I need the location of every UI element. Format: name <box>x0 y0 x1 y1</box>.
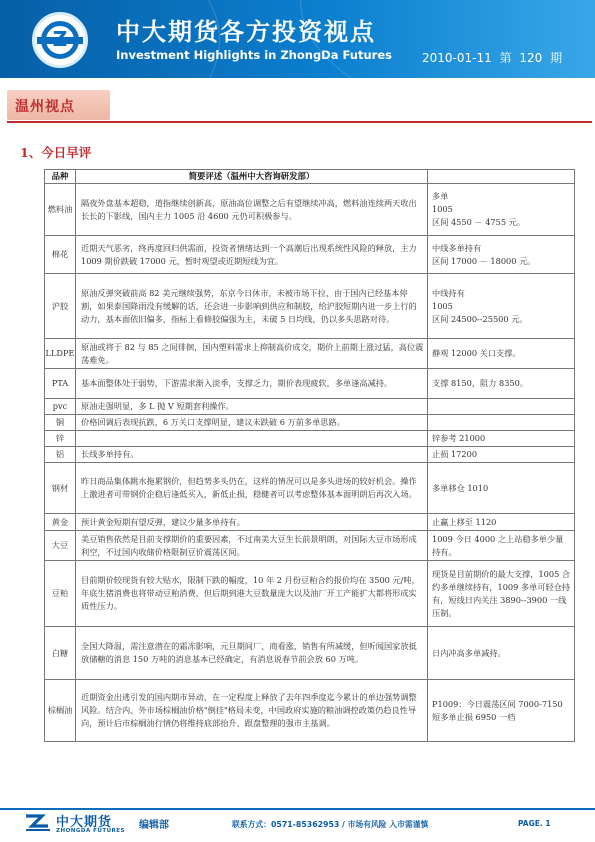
table-row <box>45 369 575 399</box>
strategy-line: 中线持有 <box>432 287 465 298</box>
table-row <box>45 184 575 236</box>
variety-comment: 预计黄金短期有望反弹，建议少量多单持有。 <box>76 514 428 531</box>
variety-comment <box>76 431 428 447</box>
variety-name: 铜 <box>45 415 76 431</box>
variety-comment: 全国大降温，需注意潜在的霜冻影响，元旦期间厂、商看涨，销售有所减缓，但听闻国家放抵放储糖的消息 150 万吨的消息基本已经确定，有消息说春节前会放 60 万吨。 <box>76 627 428 680</box>
page-number: PAGE. 1 <box>518 819 551 828</box>
strategy-line: 1005 <box>432 204 453 214</box>
variety-name: 燃料油 <box>45 184 76 236</box>
table-row <box>45 463 575 514</box>
variety-name: 铝 <box>45 447 76 463</box>
logo-letter: Z <box>52 27 68 51</box>
variety-comment: 昨日商品集体跳水拖累钢价，但趋势多头仍在，这样的情况可以是多头进场的较好机会。操作上激进者可带钢价企稳后逢低买入，新低止损，稳健者可以考虑整体基本面明朗后再次入场。 <box>76 463 428 514</box>
section-tag <box>7 90 110 120</box>
section-divider <box>7 121 592 123</box>
header-strategy <box>428 170 575 184</box>
variety-strategy: 锌参考 21000 <box>428 431 575 447</box>
table-row <box>45 531 575 561</box>
variety-comment: 长线多单持有。 <box>76 447 428 463</box>
variety-comment: 目前期价较现货有较大贴水，限制下跌的幅度，10 年 2 月份豆粕合约报价均在 3500 元/吨，年底生猪消费也将带动豆粕消费，但后期到港大豆数量庞大以及油厂开工产能扩大都将形成实质性压力。 <box>76 561 428 627</box>
footer-department: 编辑部 <box>139 820 169 831</box>
variety-strategy: 日内冲高多单减持。 <box>428 627 575 680</box>
variety-name: 白糖 <box>45 627 76 680</box>
footer-divider <box>0 808 595 810</box>
strategy-line: 区间 4550 － 4755 元。 <box>432 217 526 227</box>
variety-name: 锌 <box>45 431 76 447</box>
variety-strategy: 支撑 8150，阻力 8350。 <box>428 369 575 399</box>
table-row <box>45 431 575 447</box>
variety-name: LLDPE <box>45 339 76 369</box>
variety-name: 棕榈油 <box>45 680 76 742</box>
section-tag-label: 温州视点 <box>15 99 75 115</box>
variety-comment: 基本面整体处于弱势，下游需求渐入淡季，支撑乏力，期价表现疲软，多单逢高减持。 <box>76 369 428 399</box>
issue-info <box>422 49 562 66</box>
company-logo <box>32 12 88 68</box>
header-comment: 简要评述（温州中大咨询研发部） <box>76 170 428 184</box>
header-variety: 品种 <box>45 170 76 184</box>
variety-strategy: 现货是目前期价的最大支撑，1005 合约多单继续持有，1009 多单可轻仓持有，短线日内关注 3890--3900 一线压制。 <box>428 561 575 627</box>
table-row <box>45 399 575 415</box>
table-row <box>45 447 575 463</box>
issue-date: 2010-01-11 <box>422 51 492 65</box>
variety-name: PTA <box>45 369 76 399</box>
strategy-line: 1005 <box>432 300 453 311</box>
variety-strategy: 静观 12000 关口支撑。 <box>428 339 575 369</box>
report-subtitle: Investment Highlights in ZhongDa Futures <box>116 48 392 62</box>
variety-strategy: 多单移仓 1010 <box>428 463 575 514</box>
report-title: 中大期货各方投资视点 <box>116 18 376 46</box>
variety-strategy <box>428 274 575 339</box>
variety-name: 钢材 <box>45 463 76 514</box>
footer-contact: 联系方式：0571-85362953 / 市场有风险 入市需谨慎 <box>232 820 429 829</box>
table-row <box>45 561 575 627</box>
variety-name: 黄金 <box>45 514 76 531</box>
variety-comment: 价格回调后表现抗跌，6 万关口支撑明显，建议未跌破 6 万前多单思路。 <box>76 415 428 431</box>
strategy-line: 中线多单持有 <box>432 242 482 253</box>
variety-strategy <box>428 415 575 431</box>
variety-name: pvc <box>45 399 76 415</box>
variety-comment: 近期天气恶劣，终再度回归供需面，投资者情绪达到一个高潮后出现系统性风险的释放，主力 1009 期价跌破 17000 元，暂时观望或近期短线为宜。 <box>76 236 428 274</box>
table-row <box>45 236 575 274</box>
variety-comment: 原油走强明显，多 L 抛 V 短期套利操作。 <box>76 399 428 415</box>
table-row <box>45 339 575 369</box>
variety-comment: 原油反弹突破前高 82 美元继续强势，东京今日休市，未被市场下拉，由于国内已经基本停割，如果泰国降雨没有缓解的话，还会进一步影响到供应和制胶，给沪胶短期内进一步上行的动力，基本面依旧偏多，指标上看修胶偏强为主，未破 5 日均线，仍以多头思路对待。 <box>76 274 428 339</box>
strategy-line: 区间 17000 － 18000 元。 <box>432 255 536 266</box>
variety-name: 大豆 <box>45 531 76 561</box>
table-row <box>45 627 575 680</box>
morning-review-table <box>44 169 575 742</box>
footer-brand: 中大期货 <box>56 815 113 830</box>
table-row <box>45 274 575 339</box>
table-row <box>45 514 575 531</box>
footer-logo-icon <box>24 812 52 834</box>
variety-strategy: 止损 17200 <box>428 447 575 463</box>
table-row <box>45 415 575 431</box>
strategy-line: 区间 24500--25500 元。 <box>432 313 528 324</box>
header-banner <box>0 0 595 78</box>
strategy-line: 多单 <box>432 191 449 201</box>
variety-strategy <box>428 184 575 236</box>
variety-comment: 隔夜外盘基本超稳，道指继续创新高，原油高位调整之后有望继续冲高，燃料油连续两天收出长长的下影线，国内主力 1005 沿 4600 元仍可积极参与。 <box>76 184 428 236</box>
variety-strategy: 1009 今日 4000 之上站稳多单少量持有。 <box>428 531 575 561</box>
variety-strategy: P1009：今日震荡区间 7000-7150 短多单止损 6950 一档 <box>428 680 575 742</box>
variety-name: 棉花 <box>45 236 76 274</box>
variety-name: 沪胶 <box>45 274 76 339</box>
variety-comment: 原油或将于 82 与 85 之间徘徊，国内塑料需求上抑制高价成交，期价上前期上涨过猛，高位震荡难免。 <box>76 339 428 369</box>
variety-comment: 近期资金出逃引发的国内期市异动，在一定程度上释放了去年四季度迄今累计的单边强势调整风险。结合内、外市场棕榈油价格"倒挂"格局未变，中国政府实施的粮油调控政策仍趋良性导向，预计后市棕榈油行情仍将维持底部抬升、跟盘整理的强市主基调。 <box>76 680 428 742</box>
variety-strategy: 止赢上移至 1120 <box>428 514 575 531</box>
variety-comment: 美豆销售依然是目前支撑期价的重要因素，不过南美大豆生长前景明朗，对国际大豆市场形成利空，不过国内收储价格限制豆价震荡区间。 <box>76 531 428 561</box>
footer-brand-en: ZHONGDA FUTURES <box>56 828 126 834</box>
variety-name: 豆粕 <box>45 561 76 627</box>
issue-number: 第 120 期 <box>499 51 563 65</box>
variety-strategy <box>428 236 575 274</box>
table-row <box>45 680 575 742</box>
section-heading: 1、今日早评 <box>20 145 92 160</box>
table-header-row <box>45 170 575 184</box>
variety-strategy <box>428 399 575 415</box>
